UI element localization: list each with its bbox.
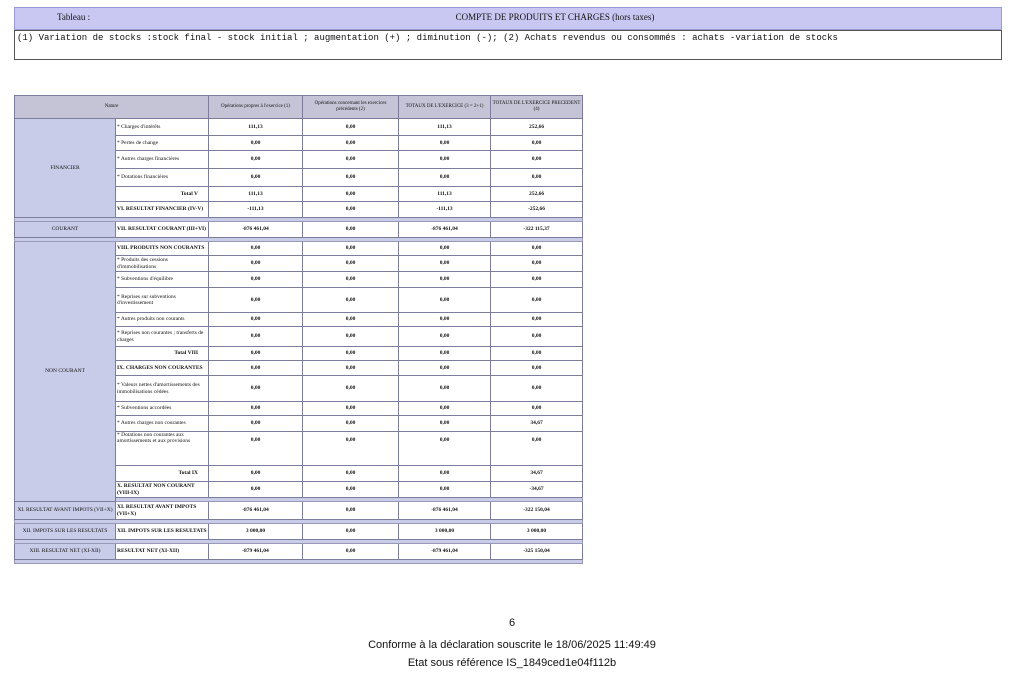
cell-value: 0,00 [491,347,583,361]
reference-text: Etat sous référence IS_1849ced1e04f112b [407,657,617,669]
row-label: VI. RESULTAT FINANCIER (IV-V) [116,202,209,218]
page-number: 6 [508,617,516,629]
cell-value: 0,00 [303,361,399,376]
table-row [15,242,583,256]
cell-value: 0,00 [399,361,491,376]
cell-value: 0,00 [209,256,303,272]
cell-value: 0,00 [303,256,399,272]
row-label: Total VIII [116,347,209,361]
income-statement-table [14,95,583,564]
row-label: * Dotations non courantes aux amortissements et aux provisions [116,432,209,466]
row-label: IX. CHARGES NON COURANTES [116,361,209,376]
column-header-own-operations: Opérations propres à l'exercice (1) [209,96,303,119]
table-header-row [15,96,583,119]
column-header-previous-year-totals: TOTAUX DE L'EXERCICE PRECEDENT (4) [491,96,583,119]
cell-value: 0,00 [209,361,303,376]
table-row [15,119,583,136]
row-label: VIII. PRODUITS NON COURANTS [116,242,209,256]
cell-value: 0,00 [303,288,399,313]
cell-value: -322 115,37 [491,222,583,238]
cell-value: -111,13 [209,202,303,218]
cell-value: -252,66 [491,202,583,218]
cell-value: 0,00 [303,376,399,402]
cell-value: 0,00 [303,327,399,347]
cell-value: 0,00 [209,272,303,288]
cell-value: 0,00 [399,242,491,256]
tableau-label: Tableau : [57,12,91,22]
cell-value: 0,00 [399,272,491,288]
cell-value: 0,00 [209,151,303,169]
row-label: XII. IMPOTS SUR LES RESULTATS [116,524,209,540]
section-resultat-net: XIII. RESULTAT NET (XI-XII) [15,544,116,560]
cell-value: 0,00 [209,402,303,416]
cell-value: 0,00 [209,482,303,498]
cell-value: 0,00 [491,256,583,272]
cell-value: 0,00 [399,169,491,187]
cell-value: 252,66 [491,187,583,202]
column-header-year-totals: TOTAUX DE L'EXERCICE (3 = 2+1) [399,96,491,119]
cell-value: 0,00 [303,347,399,361]
cell-value: 0,00 [399,482,491,498]
cell-value: -34,67 [491,482,583,498]
cell-value: 0,00 [303,482,399,498]
cell-value: 0,00 [303,402,399,416]
cell-value: 0,00 [209,347,303,361]
cell-value: 0,00 [399,151,491,169]
cell-value: 3 000,00 [209,524,303,540]
cell-value: 111,13 [399,119,491,136]
cell-value: 0,00 [303,119,399,136]
cell-value: 34,67 [491,416,583,432]
cell-value: 0,00 [399,313,491,327]
row-label: * Reprises non courantes ; transferts de charges [116,327,209,347]
cell-value: -111,13 [399,202,491,218]
cell-value: 0,00 [491,361,583,376]
cell-value: 0,00 [491,151,583,169]
row-label: RESULTAT NET (XI-XII) [116,544,209,560]
section-financier: FINANCIER [15,119,116,218]
section-non-courant: NON COURANT [15,242,116,502]
row-label: * Autres charges financières [116,151,209,169]
section-spacer [15,560,583,564]
cell-value: 0,00 [303,544,399,560]
table-row [15,502,583,520]
cell-value: 0,00 [399,327,491,347]
cell-value: -876 461,04 [399,222,491,238]
cell-value: 0,00 [303,272,399,288]
cell-value: 111,13 [209,119,303,136]
cell-value: 111,13 [399,187,491,202]
cell-value: 0,00 [303,136,399,151]
cell-value: 0,00 [491,272,583,288]
cell-value: 0,00 [491,288,583,313]
cell-value: 0,00 [491,169,583,187]
row-label: VII. RESULTAT COURANT (III+VI) [116,222,209,238]
cell-value: 0,00 [303,524,399,540]
cell-value: 0,00 [399,288,491,313]
cell-value: 0,00 [209,327,303,347]
row-label: * Subventions accordées [116,402,209,416]
cell-value: -879 461,04 [209,544,303,560]
cell-value: 0,00 [209,376,303,402]
cell-value: -879 461,04 [399,544,491,560]
conformity-text: Conforme à la déclaration souscrite le 18/06/2025 11:49:49 [368,639,656,651]
cell-value: 0,00 [209,416,303,432]
row-label: Total IX [116,466,209,482]
row-label: * Valeurs nettes d'amortissements des immobilisations cédées [116,376,209,402]
row-label: * Autres charges non courantes [116,416,209,432]
row-label: XI. RESULTAT AVANT IMPOTS (VII+X) [116,502,209,520]
cell-value: 0,00 [399,136,491,151]
row-label: * Subventions d'équilibre [116,272,209,288]
cell-value: 0,00 [303,187,399,202]
cell-value: 0,00 [209,466,303,482]
cell-value: 0,00 [399,402,491,416]
cell-value: 252,66 [491,119,583,136]
section-courant: COURANT [15,222,116,238]
row-label: * Produits des cessions d'immobilisations [116,256,209,272]
cell-value: 0,00 [303,416,399,432]
cell-value: 0,00 [399,432,491,466]
section-impots: XII. IMPOTS SUR LES RESULTATS [15,524,116,540]
column-header-nature: Nature [15,96,209,119]
cell-value: 0,00 [303,466,399,482]
cell-value: 0,00 [303,169,399,187]
cell-value: 0,00 [209,432,303,466]
section-resultat-avant-impots: XI. RESULTAT AVANT IMPOTS (VII+X) [15,502,116,520]
cell-value: 0,00 [399,347,491,361]
cell-value: 0,00 [303,313,399,327]
cell-value: 0,00 [209,169,303,187]
row-label: * Pertes de change [116,136,209,151]
cell-value: 0,00 [491,313,583,327]
cell-value: 0,00 [491,402,583,416]
cell-value: 0,00 [209,313,303,327]
cell-value: -876 461,04 [399,502,491,520]
table-header-bar [14,7,1002,30]
cell-value: 0,00 [209,288,303,313]
cell-value: 0,00 [399,466,491,482]
cell-value: 0,00 [491,432,583,466]
table-row [15,524,583,540]
cell-value: 111,13 [209,187,303,202]
table-row [15,544,583,560]
cell-value: -876 461,04 [209,222,303,238]
cell-value: 0,00 [303,202,399,218]
cell-value: 0,00 [491,136,583,151]
cell-value: 0,00 [399,416,491,432]
cell-value: 0,00 [303,502,399,520]
cell-value: -322 150,04 [491,502,583,520]
cell-value: -876 461,04 [209,502,303,520]
cell-value: 0,00 [491,327,583,347]
row-label: * Reprises sur subventions d'investissement [116,288,209,313]
cell-value: 0,00 [399,376,491,402]
cell-value: 0,00 [303,242,399,256]
row-label: X. RESULTAT NON COURANT (VIII-IX) [116,482,209,498]
cell-value: 0,00 [399,256,491,272]
cell-value: 0,00 [491,242,583,256]
column-header-previous-operations: Opérations concernant les exercices précédents (2) [303,96,399,119]
cell-value: 0,00 [303,432,399,466]
cell-value: 0,00 [209,136,303,151]
cell-value: 34,67 [491,466,583,482]
page-title: COMPTE DE PRODUITS ET CHARGES (hors taxes) [455,12,655,22]
cell-value: 3 000,00 [399,524,491,540]
table-row [15,222,583,238]
cell-value: 0,00 [209,242,303,256]
row-label: * Dotations financières [116,169,209,187]
cell-value: 0,00 [303,222,399,238]
cell-value: -325 150,04 [491,544,583,560]
row-label: * Charges d'intérêts [116,119,209,136]
footnote-box: (1) Variation de stocks :stock final - stock initial ; augmentation (+) ; diminution (-); (2) Achats revendus ou consommés : achats -variation de stocks [14,30,1002,60]
cell-value: 0,00 [303,151,399,169]
row-label: Total V [116,187,209,202]
cell-value: 3 000,00 [491,524,583,540]
row-label: * Autres produits non courants [116,313,209,327]
cell-value: 0,00 [491,376,583,402]
